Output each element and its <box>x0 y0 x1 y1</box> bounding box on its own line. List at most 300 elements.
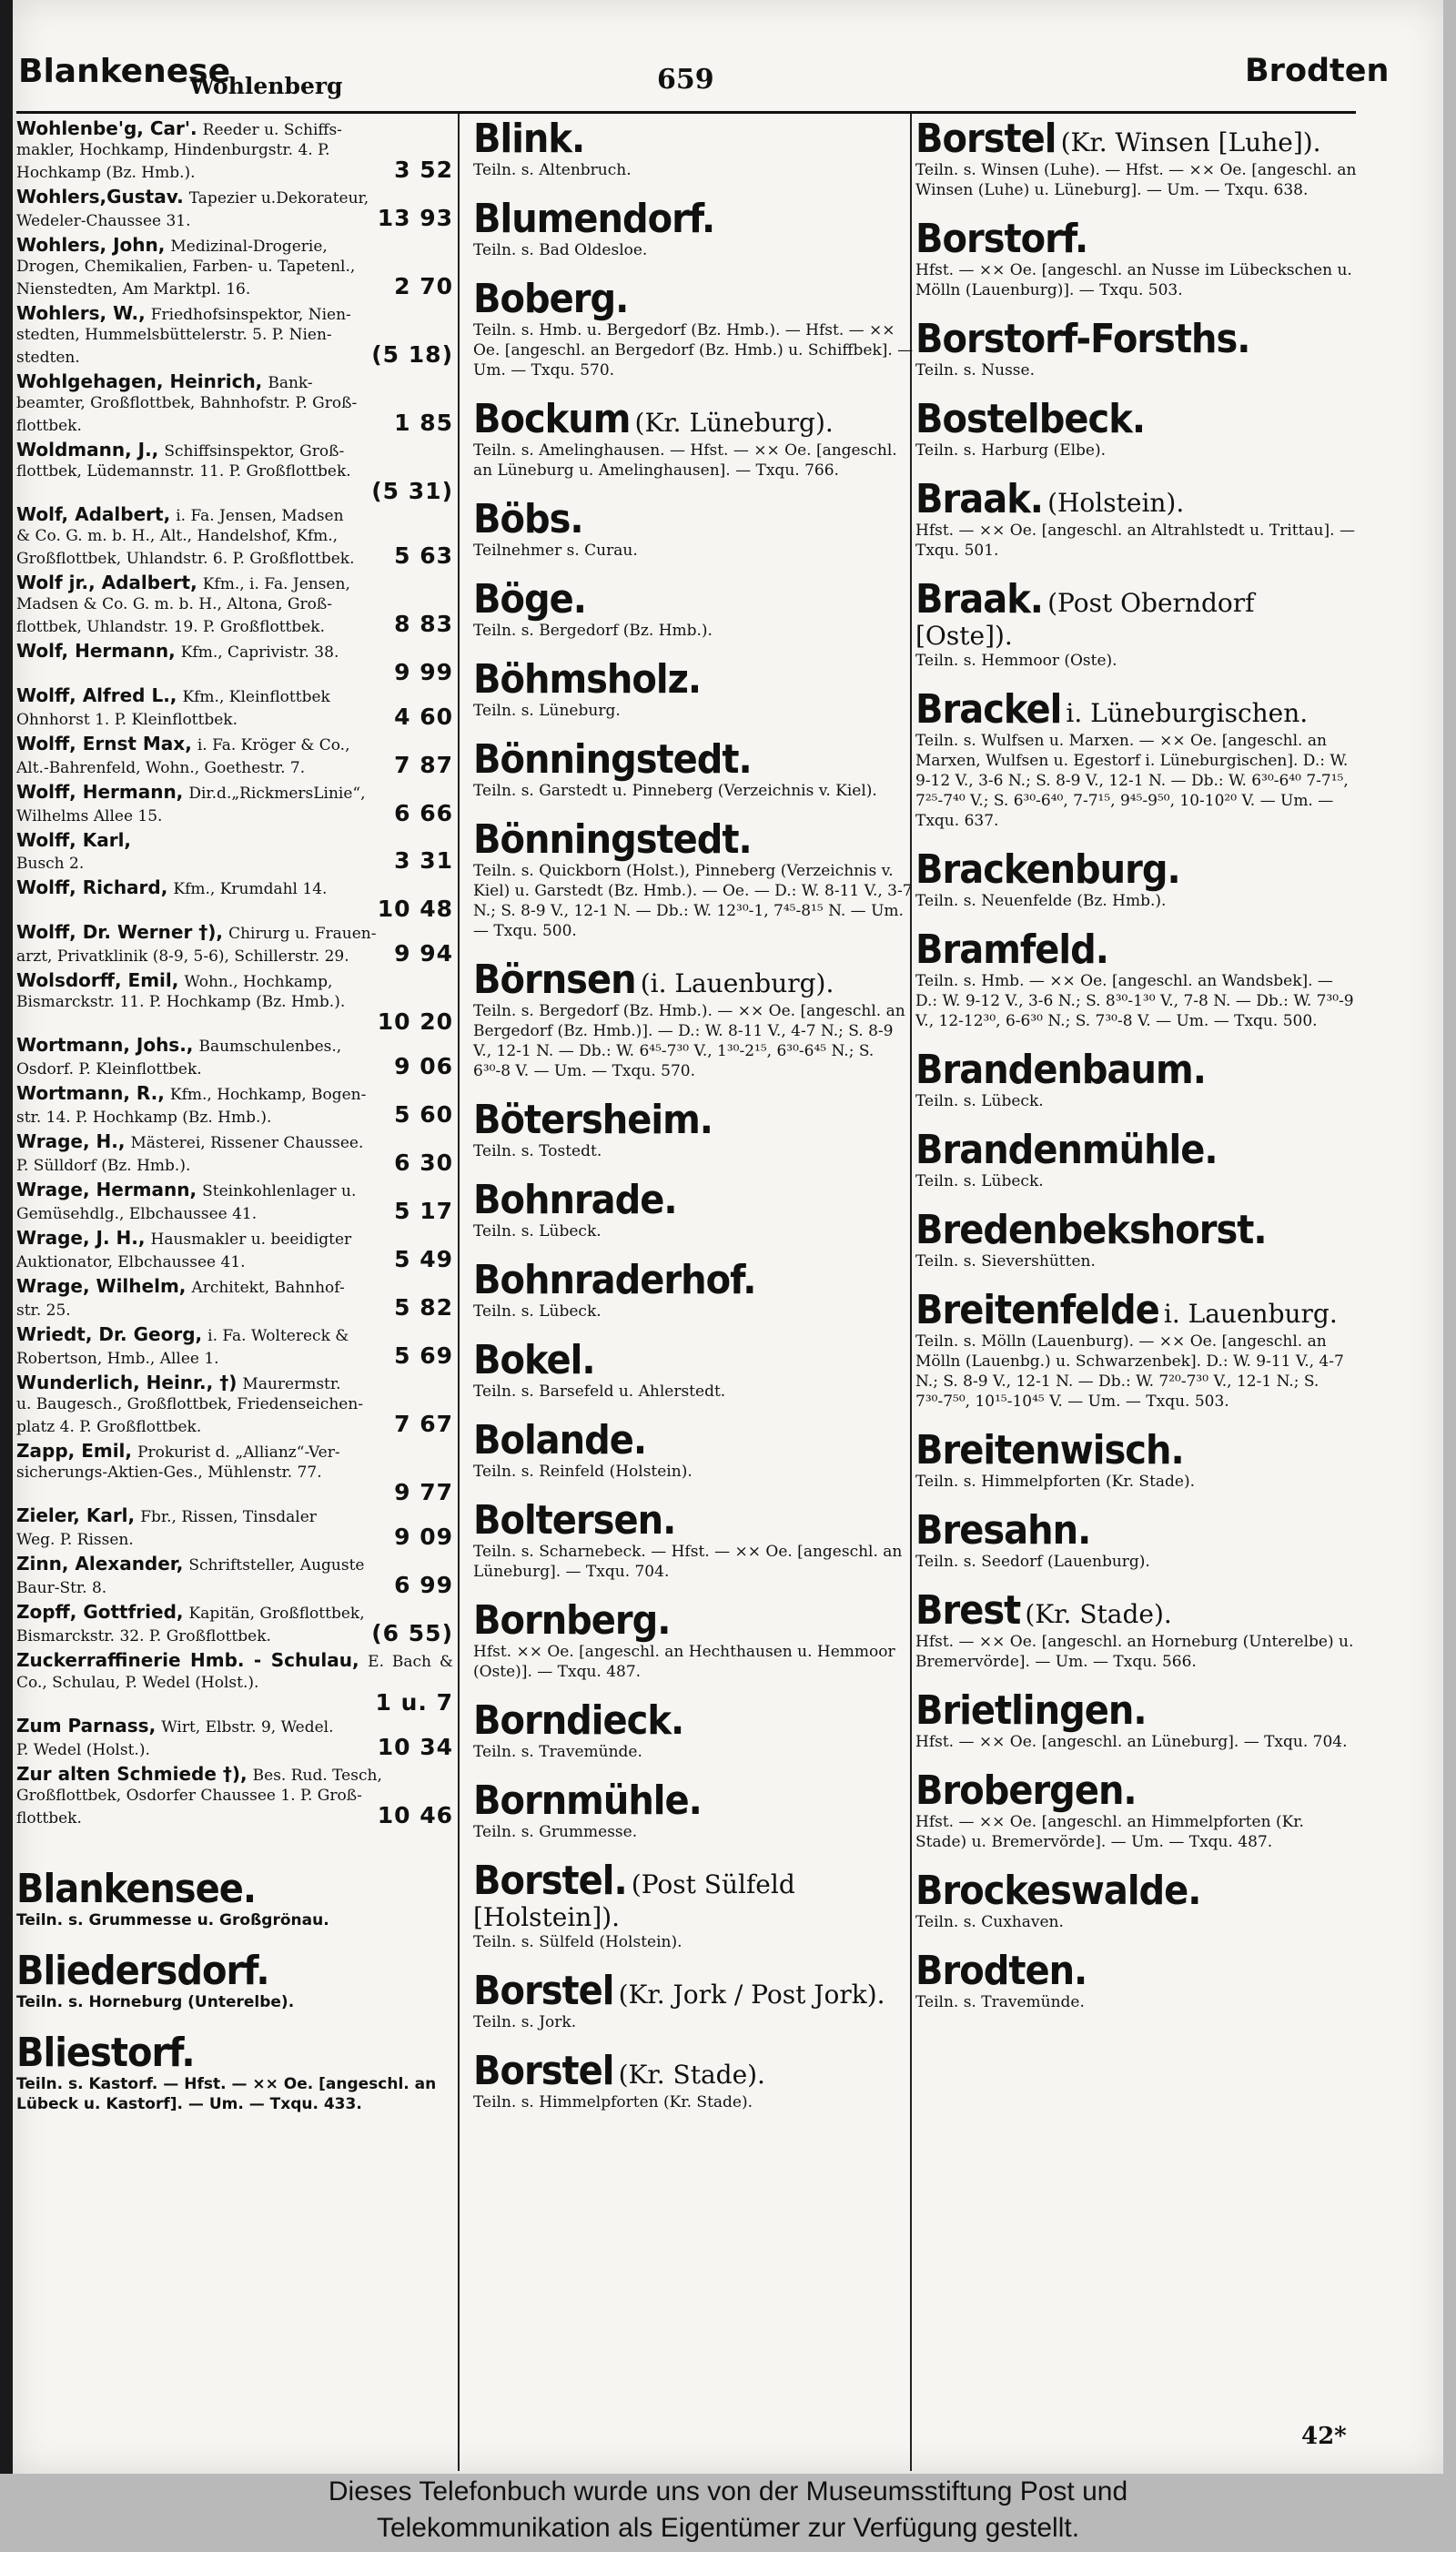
place-reference: Teiln. s. Harburg (Elbe). <box>915 441 1107 460</box>
subscriber-name: Wolff, Dr. Werner †), <box>16 921 224 943</box>
subscriber-name: Wrage, H., <box>16 1130 126 1152</box>
place-name: Braak. <box>915 577 1043 623</box>
place-heading <box>915 479 1358 521</box>
phone-number: 8 83 <box>394 611 453 637</box>
place-entry <box>915 1510 1358 1572</box>
place-name: Braak. <box>915 477 1043 522</box>
place-entry <box>915 689 1358 831</box>
subscriber-name: Wolf jr., Adalbert, <box>16 572 197 593</box>
place-reference: Teiln. s. Travemünde. <box>473 1743 642 1761</box>
place-entry <box>473 1860 914 1952</box>
place-entry <box>915 1690 1358 1752</box>
entry-text: Maurermstr. <box>242 1375 341 1393</box>
place-heading <box>473 1600 914 1642</box>
place-heading <box>473 198 914 240</box>
place-name: Brodten. <box>915 1949 1087 1994</box>
place-name: Borndieck. <box>473 1698 684 1744</box>
entry-text: Dir.d.„RickmersLinie“, <box>188 785 366 803</box>
place-name: Breitenwisch. <box>915 1428 1184 1473</box>
entry-text: Prokurist d. „Allianz“-Ver- <box>137 1443 340 1462</box>
entry-first-line <box>16 734 453 755</box>
subscriber-entry <box>16 1372 453 1437</box>
place-reference: Teiln. s. Hemmoor (Oste). <box>915 652 1117 670</box>
entry-first-line <box>16 782 453 804</box>
subscriber-entry <box>16 303 453 368</box>
phone-number: 9 99 <box>394 659 453 685</box>
place-entry <box>16 2032 453 2114</box>
place-entry <box>915 929 1358 1031</box>
entry-last-line <box>16 1101 453 1128</box>
place-name: Bötersheim. <box>473 1098 713 1143</box>
entry-text: Bismarckstr. 11. P. Hochkamp (Bz. Hmb.). <box>16 993 346 1011</box>
entry-address: P. Sülldorf (Bz. Hmb.). <box>16 1157 191 1175</box>
place-heading <box>915 399 1358 441</box>
header-left-subterm: Wohlenberg <box>189 73 343 99</box>
subscriber-entry <box>16 1602 453 1646</box>
phone-number: 9 77 <box>394 1479 453 1505</box>
subscriber-entry <box>16 1035 453 1079</box>
place-reference: Teiln. s. Barsefeld u. Ahlerstedt. <box>473 1382 726 1401</box>
entry-text: Bes. Rud. Tesch, <box>252 1767 382 1785</box>
phone-number: 13 93 <box>377 205 453 231</box>
place-qualifier: (Kr. Winsen [Luhe]). <box>1060 127 1321 157</box>
place-reference: Teiln. s. Tostedt. <box>473 1142 602 1160</box>
phone-number: 6 30 <box>394 1149 453 1176</box>
place-entry <box>473 1420 914 1482</box>
entry-last-line <box>16 1479 453 1505</box>
subscriber-entry <box>16 1180 453 1224</box>
place-entry <box>473 399 914 481</box>
phone-number: 6 66 <box>394 800 453 826</box>
place-entry <box>915 118 1358 200</box>
entry-text: Mästerei, Rissener Chaussee. <box>130 1134 364 1152</box>
place-entry <box>915 1430 1358 1492</box>
place-entry <box>473 1970 914 2032</box>
place-entry <box>473 739 914 801</box>
entry-last-line <box>16 157 453 183</box>
entry-address: stedten. <box>16 349 80 367</box>
entry-last-line <box>16 752 453 778</box>
footer-line-2: Telekommunikation als Eigentümer zur Verfügung gestellt. <box>376 2513 1080 2543</box>
place-name: Bönningstedt. <box>473 817 752 863</box>
column-divider <box>458 114 460 2471</box>
place-heading <box>473 118 914 160</box>
entry-address: P. Wedel (Holst.). <box>16 1741 150 1759</box>
entry-address: Robertson, Hmb., Allee 1. <box>16 1350 219 1368</box>
place-entry <box>473 1600 914 1682</box>
place-qualifier: (i. Lauenburg). <box>640 968 834 998</box>
place-name: Bockum <box>473 397 631 442</box>
place-qualifier: (Kr. Lüneburg). <box>634 408 834 438</box>
place-name: Borstorf. <box>915 217 1088 262</box>
place-entry <box>473 819 914 941</box>
entry-last-line <box>16 659 453 685</box>
phone-number: 10 20 <box>377 1008 453 1035</box>
entry-last-line <box>16 1342 453 1369</box>
subscriber-entry <box>16 1083 453 1128</box>
place-name: Boltersen. <box>473 1498 676 1544</box>
place-entry <box>473 579 914 641</box>
place-entry <box>915 1870 1358 1932</box>
place-reference: Teiln. s. Grummesse. <box>473 1823 638 1841</box>
entry-text: & Co. G. m. b. H., Alt., Handelshof, Kfm., <box>16 527 339 545</box>
place-reference: Teiln. s. Lübeck. <box>473 1302 602 1321</box>
subscriber-name: Wolff, Hermann, <box>16 781 184 803</box>
entry-last-line <box>16 1246 453 1272</box>
place-reference: Hfst. — ×× Oe. [angeschl. an Lüneburg]. — Txqu. 704. <box>915 1733 1348 1751</box>
place-entry <box>915 218 1358 300</box>
entry-last-line <box>16 847 453 874</box>
entry-last-line <box>16 1524 453 1550</box>
place-name: Böge. <box>473 577 586 623</box>
entry-address: flottbek. <box>16 1809 82 1828</box>
entry-last-line <box>16 273 453 299</box>
place-qualifier: i. Lüneburgischen. <box>1066 698 1309 728</box>
subscriber-name: Wohlgehagen, Heinrich, <box>16 370 263 392</box>
place-entry <box>16 1868 453 1930</box>
subscriber-name: Wohlers, W., <box>16 302 146 324</box>
place-reference: Teiln. s. Horneburg (Unterelbe). <box>16 1993 295 2011</box>
place-name: Bresahn. <box>915 1508 1091 1554</box>
entry-text: Baumschulenbes., <box>198 1038 342 1056</box>
entry-address: Baur-Str. 8. <box>16 1579 107 1597</box>
entry-first-line <box>16 922 453 944</box>
entry-last-line <box>16 611 453 637</box>
entry-first-line <box>16 371 453 393</box>
place-name: Bredenbekshorst. <box>915 1208 1267 1253</box>
entry-address: Busch 2. <box>16 855 85 873</box>
phone-number: 1 85 <box>394 410 453 436</box>
subscriber-name: Wolff, Alfred L., <box>16 684 177 706</box>
place-reference: Teiln. s. Bergedorf (Bz. Hmb.). <box>473 622 713 640</box>
subscriber-entry <box>16 371 453 436</box>
place-heading <box>473 959 914 1001</box>
place-reference: Teiln. s. Sülfeld (Holstein). <box>473 1933 682 1951</box>
entry-last-line <box>16 800 453 826</box>
subscriber-entry <box>16 1440 453 1505</box>
subscriber-entry <box>16 830 453 874</box>
place-heading <box>915 1129 1358 1171</box>
entry-address: flottbek. <box>16 417 82 435</box>
place-entry <box>16 1950 453 2012</box>
entry-last-line <box>16 542 453 569</box>
entry-first-line <box>16 1505 453 1527</box>
place-reference: Teiln. s. Amelinghausen. — Hfst. — ×× Oe. [angeschl. an Lüneburg u. Amelinghausen]. — Txqu. 766. <box>473 441 897 480</box>
subscriber-name: Wohlers, John, <box>16 234 166 256</box>
place-entry <box>915 579 1358 671</box>
place-name: Bokel. <box>473 1338 595 1383</box>
place-entry <box>915 1290 1358 1412</box>
place-name: Bornmühle. <box>473 1778 702 1824</box>
subscriber-entry <box>16 685 453 730</box>
place-heading <box>915 1049 1358 1091</box>
place-name: Bostelbeck. <box>915 397 1146 442</box>
entry-address: str. 25. <box>16 1301 71 1320</box>
place-heading <box>473 1500 914 1542</box>
place-heading <box>473 278 914 320</box>
place-entry <box>915 319 1358 380</box>
place-heading <box>915 1290 1358 1332</box>
place-entry <box>915 1049 1358 1111</box>
phone-number: 5 60 <box>394 1101 453 1128</box>
place-heading <box>915 1430 1358 1472</box>
subscriber-entry <box>16 235 453 299</box>
entry-first-line <box>16 1372 453 1394</box>
entry-text: i. Fa. Jensen, Madsen <box>176 507 344 525</box>
place-heading <box>16 1868 453 1910</box>
entry-last-line <box>16 1149 453 1176</box>
entry-last-line <box>16 1294 453 1321</box>
entry-first-line <box>16 1441 453 1463</box>
page-number: 659 <box>657 64 714 96</box>
phone-number: (5 18) <box>371 341 453 368</box>
place-column-right <box>915 118 1358 2030</box>
entry-last-line <box>16 1572 453 1598</box>
subscriber-name: Wolf, Hermann, <box>16 640 176 662</box>
entry-address: arzt, Privatklinik (8-9, 5-6), Schillerstr. 29. <box>16 947 349 966</box>
place-name: Bliedersdorf. <box>16 1949 269 1994</box>
phone-number: 3 31 <box>394 847 453 874</box>
place-reference: Teiln. s. Mölln (Lauenburg). — ×× Oe. [angeschl. an Mölln (Lauenbg.) u. Schwarzenbek]. D.: W. 9-11 V., 4-7 N.; S. 8-9 V., 12-1 N. — Db.: W. 7²⁰-7³⁰ V., 12-1 N.; S. 7³⁰-7⁵⁰, 10¹⁵-10⁴⁵ V. — Um. — Txqu. 503. <box>915 1332 1344 1411</box>
signature-mark: 42* <box>1301 2423 1347 2450</box>
entry-first-line <box>16 118 453 140</box>
subscriber-entry <box>16 640 453 685</box>
subscriber-name: Wolff, Karl, <box>16 829 132 851</box>
place-reference: Teiln. s. Garstedt u. Pinneberg (Verzeichnis v. Kiel). <box>473 782 877 800</box>
place-heading <box>915 1870 1358 1912</box>
place-reference: Teiln. s. Jork. <box>473 2013 577 2031</box>
entry-first-line <box>16 1131 453 1153</box>
phone-number: 3 52 <box>394 157 453 183</box>
place-heading <box>473 579 914 621</box>
entry-first-line <box>16 440 453 461</box>
place-reference: Hfst. — ×× Oe. [angeschl. an Nusse im Lübeckschen u. Mölln (Lauenburg)]. — Txqu. 503. <box>915 261 1352 299</box>
header-right-term: Brodten <box>1245 53 1390 89</box>
entry-address: Hochkamp (Bz. Hmb.). <box>16 164 196 182</box>
entry-text: beamter, Großflottbek, Bahnhofstr. P. Groß- <box>16 394 358 412</box>
subscriber-entry <box>16 734 453 778</box>
phone-number: 6 99 <box>394 1572 453 1598</box>
entry-text: Hausmakler u. beeidigter <box>150 1230 352 1249</box>
entry-text: makler, Hochkamp, Hindenburgstr. 4. P. <box>16 141 330 159</box>
phone-number: 10 48 <box>377 896 453 922</box>
entry-last-line <box>16 1008 453 1035</box>
place-heading <box>473 1260 914 1301</box>
subscriber-entry <box>16 439 453 504</box>
subscriber-entry <box>16 1228 453 1272</box>
entry-text: Wohn., Hochkamp, <box>184 973 333 991</box>
phone-number: (6 55) <box>371 1620 453 1646</box>
place-reference: Teiln. s. Travemünde. <box>915 1993 1085 2011</box>
place-name: Brobergen. <box>915 1768 1137 1814</box>
place-reference: Hfst. ×× Oe. [angeschl. an Hechthausen u. Hemmoor (Oste)]. — Txqu. 487. <box>473 1643 895 1681</box>
place-reference: Teiln. s. Himmelpforten (Kr. Stade). <box>473 2093 753 2111</box>
entry-last-line <box>16 1734 453 1760</box>
place-heading <box>473 1180 914 1221</box>
entry-last-line <box>16 1802 453 1828</box>
place-heading <box>915 319 1358 360</box>
place-entry <box>473 118 914 180</box>
place-entry <box>473 1099 914 1161</box>
place-qualifier: i. Lauenburg. <box>1163 1299 1338 1329</box>
entry-first-line <box>16 1180 453 1201</box>
place-reference: Teiln. s. Hmb. — ×× Oe. [angeschl. an Wandsbek]. — D.: W. 9-12 V., 3-6 N.; S. 8³⁰-1³⁰ V., 7-8 N. — Db.: W. 7³⁰-9 V., 12-12³⁰, 6-6³⁰ N.; S. 7³⁰-8 V. — Um. — Txqu. 500. <box>915 972 1354 1030</box>
entry-first-line <box>16 1650 453 1693</box>
place-qualifier: (Kr. Jork / Post Jork). <box>618 1980 885 2010</box>
entry-first-line <box>16 1083 453 1105</box>
place-name: Breitenfelde <box>915 1288 1159 1333</box>
phone-number: (5 31) <box>371 478 453 504</box>
subscriber-entry <box>16 504 453 569</box>
place-reference: Teiln. s. Lübeck. <box>473 1222 602 1241</box>
subscriber-entry <box>16 572 453 637</box>
phone-number: 5 82 <box>394 1294 453 1321</box>
entry-first-line <box>16 1035 453 1057</box>
place-heading <box>473 1780 914 1822</box>
place-name: Boberg. <box>473 277 629 322</box>
place-name: Borstel <box>473 1969 614 2014</box>
place-qualifier: (Kr. Stade). <box>618 2060 765 2090</box>
subscriber-name: Wrage, J. H., <box>16 1227 146 1249</box>
place-reference: Teiln. s. Bergedorf (Bz. Hmb.). — ×× Oe. [angeschl. an Bergedorf (Bz. Hmb.)]. — D.: W. 8-11 V., 4-7 N.; S. 8-9 V., 12-1 N. — Db.: W. 6⁴⁵-7³⁰ V., 1³⁰-2¹⁵, 6³⁰-6⁴⁵ N.; S. 6³⁰-8 V. — Um. — Txqu. 570. <box>473 1002 905 1080</box>
entry-address: str. 14. P. Hochkamp (Bz. Hmb.). <box>16 1109 272 1127</box>
place-name: Blankensee. <box>16 1867 257 1912</box>
place-name: Börnsen <box>473 957 636 1003</box>
phone-number: 9 94 <box>394 940 453 967</box>
header-rule <box>16 111 1356 114</box>
entry-first-line <box>16 1324 453 1346</box>
entry-last-line <box>16 896 453 922</box>
place-heading <box>915 579 1358 651</box>
place-heading <box>473 2051 914 2092</box>
place-name: Brest <box>915 1588 1021 1634</box>
entry-text: Kapitän, Großflottbek, <box>188 1605 365 1623</box>
subscriber-name: Wohlenbe'g, Car'. <box>16 117 197 139</box>
subscriber-name: Wriedt, Dr. Georg, <box>16 1323 203 1345</box>
place-reference: Teiln. s. Grummesse u. Großgrönau. <box>16 1911 329 1929</box>
entry-first-line <box>16 641 453 663</box>
place-heading <box>16 1950 453 1992</box>
entry-text: Bank- <box>268 374 313 392</box>
subscriber-name: Wolff, Ernst Max, <box>16 733 192 754</box>
place-reference: Teiln. s. Winsen (Luhe). — Hfst. — ×× Oe. [angeschl. an Winsen (Luhe) u. Lüneburg]. — Um. — Txqu. 638. <box>915 161 1357 199</box>
subscriber-entry <box>16 922 453 967</box>
phone-number: 7 87 <box>394 752 453 778</box>
place-reference: Teiln. s. Nusse. <box>915 361 1035 380</box>
entry-address: Osdorf. P. Kleinflottbek. <box>16 1060 202 1079</box>
place-reference: Teiln. s. Bad Oldesloe. <box>473 241 648 259</box>
subscriber-name: Zopff, Gottfried, <box>16 1601 184 1623</box>
place-entry <box>915 1770 1358 1852</box>
subscriber-column <box>16 118 453 2134</box>
subscriber-entry <box>16 782 453 826</box>
subscriber-name: Wolff, Richard, <box>16 876 168 898</box>
subscriber-name: Wolf, Adalbert, <box>16 503 171 525</box>
place-heading <box>915 929 1358 971</box>
subscriber-entry <box>16 1276 453 1321</box>
entry-first-line <box>16 572 453 594</box>
subscriber-entry <box>16 876 453 922</box>
place-heading <box>473 659 914 701</box>
entry-text: Fbr., Rissen, Tinsdaler <box>140 1508 317 1526</box>
place-reference: Teiln. s. Altenbruch. <box>473 161 632 179</box>
entry-text: Architekt, Bahnhof- <box>191 1279 345 1297</box>
place-heading <box>473 819 914 861</box>
entry-text: Tapezier u.Dekorateur, <box>188 189 369 208</box>
phone-number: 7 67 <box>394 1411 453 1437</box>
entry-address: Großflottbek, Uhlandstr. 6. P. Großflottbek. <box>16 550 355 568</box>
place-heading <box>915 1950 1358 1992</box>
place-heading <box>16 2032 453 2074</box>
place-entry <box>473 959 914 1081</box>
place-heading <box>915 118 1358 160</box>
phone-number: 9 06 <box>394 1053 453 1079</box>
place-heading <box>473 1340 914 1382</box>
entry-text: E. Bach & Co., Schulau, P. Wedel (Holst.). <box>16 1653 453 1692</box>
place-qualifier: (Post Sülfeld [Holstein]). <box>473 1869 795 1932</box>
entry-first-line <box>16 504 453 526</box>
place-heading <box>915 1510 1358 1552</box>
entry-first-line <box>16 1228 453 1250</box>
archive-footer <box>0 2474 1456 2552</box>
entry-address: Auktionator, Elbchaussee 41. <box>16 1253 246 1271</box>
subscriber-name: Zur alten Schmiede †), <box>16 1763 248 1785</box>
place-entry <box>473 1500 914 1582</box>
place-entry <box>915 399 1358 461</box>
entry-text: Reeder u. Schiffs- <box>202 121 342 139</box>
entry-text: Madsen & Co. G. m. b. H., Altona, Groß- <box>16 595 332 613</box>
entry-last-line <box>16 1411 453 1437</box>
subscriber-name: Zuckerraffinerie Hmb. - Schulau, <box>16 1649 359 1671</box>
subscriber-name: Zapp, Emil, <box>16 1440 133 1462</box>
entry-address: Wedeler-Chaussee 31. <box>16 212 191 230</box>
place-reference: Teiln. s. Wulfsen u. Marxen. — ×× Oe. [angeschl. an Marxen, Wulfsen u. Egestorf i. Lüneburgischen]. D.: W. 9-12 V., 3-6 N.; S. 8-9 V., 12-1 N. — Db.: W. 6³⁰-6⁴⁰ 7-7¹⁵, 7²⁵-7⁴⁰ V.; S. 6³⁰-6⁴⁰, 7-7¹⁵, 9⁴⁵-9⁵⁰, 10-10²⁰ V. — Um. — Txqu. 637. <box>915 732 1349 830</box>
entry-first-line <box>16 685 453 707</box>
entry-first-line <box>16 1764 453 1786</box>
entry-text: u. Baugesch., Großflottbek, Friedenseichen- <box>16 1395 364 1413</box>
entry-text: sicherungs-Aktien-Ges., Mühlenstr. 77. <box>16 1463 322 1482</box>
place-heading <box>473 499 914 541</box>
entry-address: Weg. P. Rissen. <box>16 1531 134 1549</box>
entry-text: flottbek, Lüdemannstr. 11. P. Großflottbek. <box>16 462 351 481</box>
entry-first-line <box>16 970 453 992</box>
place-heading <box>473 1420 914 1462</box>
place-heading <box>915 1210 1358 1251</box>
entry-last-line <box>16 205 453 231</box>
phone-number: 1 u. 7 <box>375 1689 453 1716</box>
entry-last-line <box>16 1620 453 1646</box>
subscriber-name: Wolsdorff, Emil, <box>16 969 179 991</box>
place-entry <box>915 1590 1358 1672</box>
place-reference: Teiln. s. Lüneburg. <box>473 702 621 720</box>
place-name: Böhmsholz. <box>473 657 702 703</box>
entry-text: i. Fa. Woltereck & <box>207 1327 349 1345</box>
place-entry <box>473 1180 914 1241</box>
subscriber-name: Wrage, Wilhelm, <box>16 1275 187 1297</box>
entry-address: Gemüsehdlg., Elbchaussee 41. <box>16 1205 258 1223</box>
entry-text: Schriftsteller, Auguste <box>188 1556 365 1575</box>
place-name: Brietlingen. <box>915 1688 1147 1734</box>
place-reference: Teiln. s. Neuenfelde (Bz. Hmb.). <box>915 892 1167 910</box>
entry-last-line <box>16 704 453 730</box>
subscriber-entry <box>16 1764 453 1828</box>
place-heading <box>915 1590 1358 1632</box>
subscriber-entry <box>16 1716 453 1760</box>
phone-number: 5 17 <box>394 1198 453 1224</box>
phone-number: 2 70 <box>394 273 453 299</box>
phone-number: 9 09 <box>394 1524 453 1550</box>
entry-last-line <box>16 1053 453 1079</box>
